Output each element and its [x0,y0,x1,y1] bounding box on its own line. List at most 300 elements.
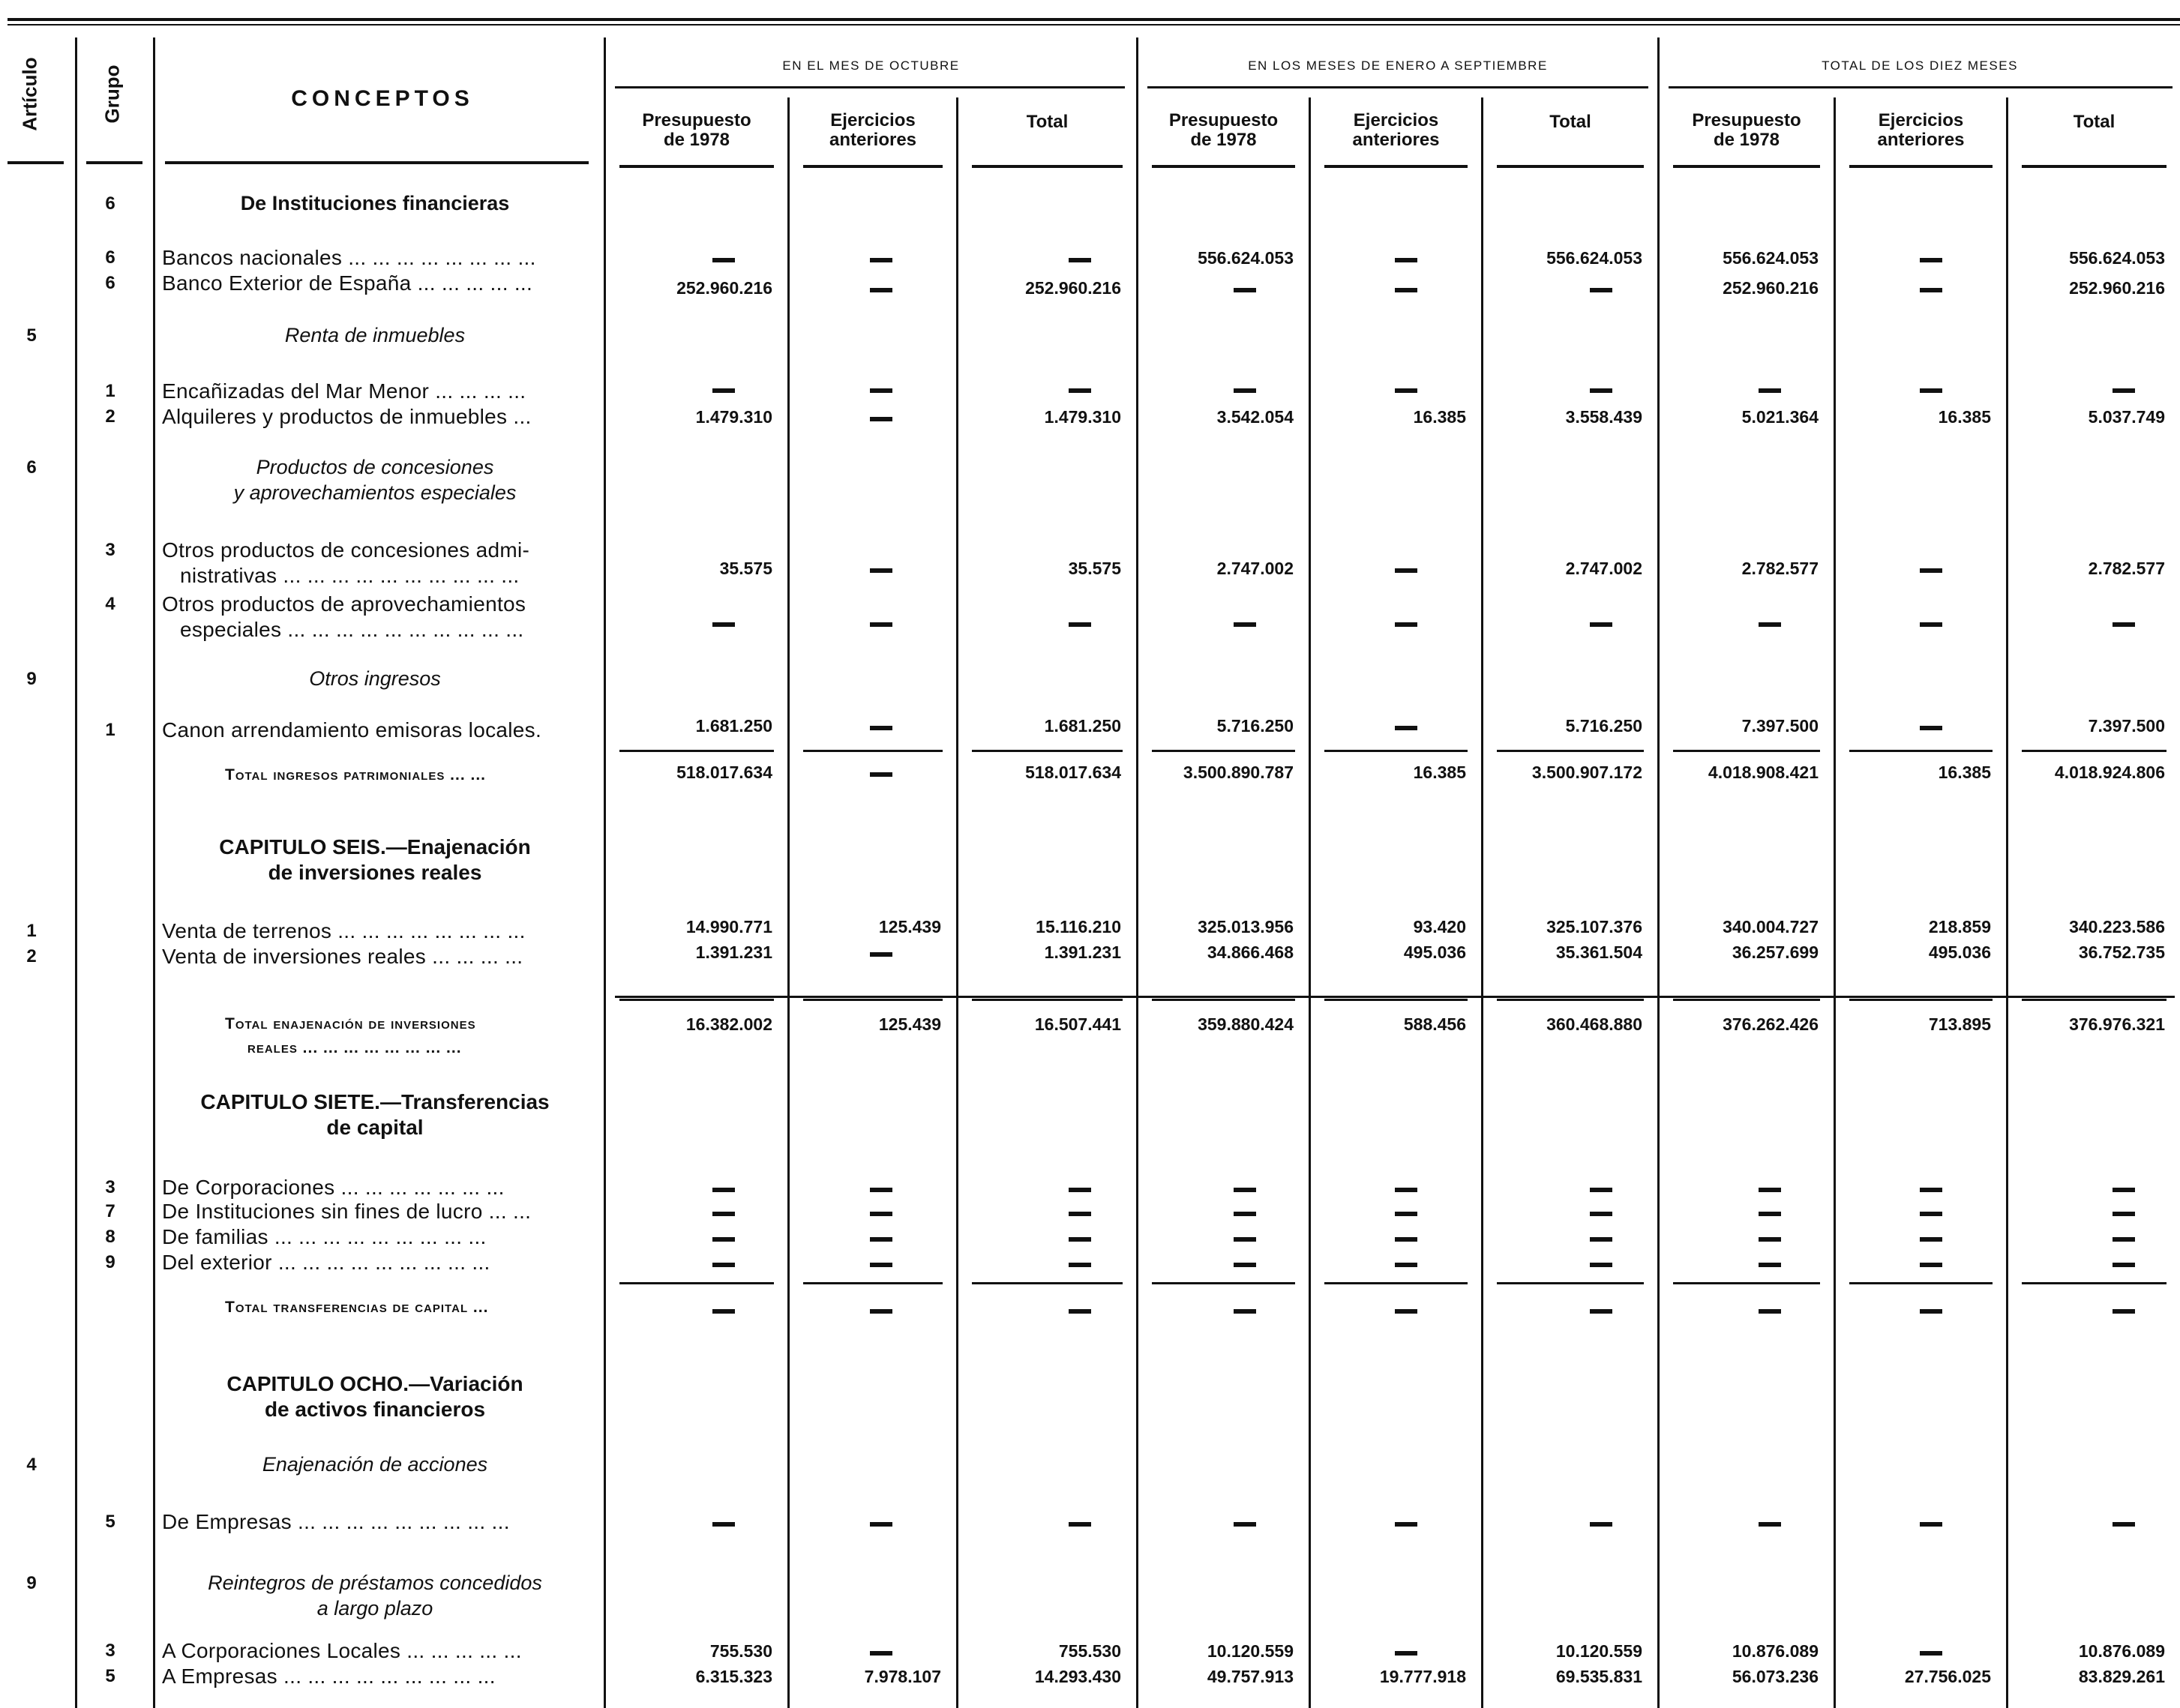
total-label: Total transferencias de capital ... [225,1299,489,1316]
column-header-line: Ejercicios [1353,110,1439,130]
concept-label: especiales ... ... ... ... ... ... ... ... ... ... [180,618,524,641]
cell-value: 10.876.089 [2078,1641,2165,1661]
group-header-enero-septiembre: EN LOS MESES DE ENERO A SEPTIEMBRE [1248,58,1548,73]
header-grupo: Grupo [100,64,124,124]
nil-dash [2113,622,2135,627]
column-header-total [958,112,1136,132]
cell-value: 376.976.321 [2069,1014,2165,1034]
cell-value: 36.752.735 [2078,942,2165,962]
column-header-ejercicios [1836,111,2006,150]
nil-dash [1069,258,1091,262]
cell-value: 495.036 [1403,942,1466,962]
cell-value: 755.530 [709,1641,772,1661]
section-heading: Renta de inmuebles [284,324,466,346]
column-header-ejercicios [1311,111,1481,150]
cell-value: 56.073.236 [1732,1667,1819,1686]
cell-value: 556.624.053 [2069,248,2165,268]
total-rule [619,999,774,1001]
nil-dash [712,388,735,393]
nil-dash [1759,1237,1781,1242]
column-header-underline [619,165,774,168]
section-heading: Otros ingresos [309,667,441,690]
cell-value: 5.716.250 [1565,716,1642,736]
nil-dash [1395,258,1417,262]
cell-value: 35.361.504 [1555,942,1642,962]
column-header-underline [1849,165,1993,168]
cell-value: 7.397.500 [2088,716,2165,736]
cell-value: 10.120.559 [1555,1641,1642,1661]
articulo-number: 5 [26,325,37,346]
cell-value: 325.107.376 [1546,917,1642,936]
total-rule [1849,750,1993,752]
nil-dash [1234,1212,1256,1216]
cell-value: 340.223.586 [2069,917,2165,936]
nil-dash [1234,1188,1256,1192]
articulo-number: 1 [26,921,37,941]
cell-value: 252.960.216 [2069,278,2165,298]
total-label: Total ingresos patrimoniales ... ... [225,766,487,784]
col-rule [2006,97,2008,1708]
grupo-number: 3 [105,1641,115,1661]
column-header-line: Presupuesto [1692,110,1801,130]
nil-dash [2113,1212,2135,1216]
cell-value: 359.880.424 [1198,1014,1294,1034]
nil-dash [2113,1237,2135,1242]
concept-label: De Instituciones sin fines de lucro ... ... [162,1200,532,1223]
cell-value: 1.479.310 [1044,407,1121,427]
grupo-number: 7 [105,1201,115,1221]
nil-dash [1590,388,1612,393]
group-header-diez-meses: TOTAL DE LOS DIEZ MESES [1822,58,2018,73]
concept-label: A Corporaciones Locales ... ... ... ... ... [162,1639,522,1662]
column-header-line: Ejercicios [1878,110,1964,130]
nil-dash [1590,622,1612,627]
cell-value: 2.747.002 [1216,559,1294,578]
section-heading: Enajenación de acciones [262,1453,488,1476]
total-rule [1673,750,1820,752]
column-header-line: de 1978 [663,130,730,150]
total-rule [1152,999,1295,1001]
cell-value: 69.535.831 [1555,1667,1642,1686]
cell-value: 125.439 [878,917,941,936]
col-rule-group [1136,37,1138,1708]
nil-dash [1234,1263,1256,1267]
total-rule [619,750,774,752]
total-rule [1849,999,1993,1001]
nil-dash [870,952,892,957]
cell-value: 35.575 [1068,559,1121,578]
cell-value: 2.782.577 [2088,559,2165,578]
concept-label: nistrativas ... ... ... ... ... ... ... ... ... ... [180,564,520,587]
column-header-presupuesto [1660,111,1834,150]
group-underline [1669,86,2173,88]
nil-dash [1920,288,1942,292]
total-label: Total enajenación de inversiones [225,1015,476,1032]
nil-dash [712,1188,735,1192]
nil-dash [1069,1263,1091,1267]
nil-dash [1920,258,1942,262]
cell-value: 556.624.053 [1723,248,1819,268]
cell-value: 588.456 [1403,1014,1466,1034]
nil-dash [870,258,892,262]
nil-dash [2113,1522,2135,1527]
cell-value: 16.385 [1938,763,1991,782]
cell-value: 1.479.310 [695,407,772,427]
column-header-presupuesto [606,111,787,150]
cell-value: 3.500.907.172 [1531,763,1642,782]
cell-value: 360.468.880 [1546,1014,1642,1034]
cell-value: 556.624.053 [1546,248,1642,268]
cell-value: 16.385 [1413,407,1466,427]
concept-label: De Corporaciones ... ... ... ... ... ... ... [162,1176,505,1199]
cell-value: 93.420 [1413,917,1466,936]
grupo-number: 4 [105,594,115,614]
grupo-number: 1 [105,720,115,740]
group-underline [615,86,1125,88]
nil-dash [870,1188,892,1192]
concept-label: Bancos nacionales ... ... ... ... ... ... ... ... [162,246,536,269]
nil-dash [870,726,892,730]
nil-dash [1234,388,1256,393]
cell-value: 19.777.918 [1379,1667,1466,1686]
nil-dash [1920,1237,1942,1242]
group-header-octubre: EN EL MES DE OCTUBRE [782,58,960,73]
total-rule [1324,999,1468,1001]
chapter-heading: de inversiones reales [268,861,482,884]
articulo-number: 2 [26,946,37,966]
grupo-number: 2 [105,406,115,427]
nil-dash [1759,1212,1781,1216]
col-rule [787,97,790,1708]
nil-dash [1590,1188,1612,1192]
nil-dash [870,1651,892,1656]
chapter-heading: CAPITULO SEIS.—Enajenación [219,835,531,858]
nil-dash [870,1237,892,1242]
nil-dash [870,288,892,292]
total-rule [1324,750,1468,752]
cell-value: 325.013.956 [1198,917,1294,936]
chapter-heading: CAPITULO OCHO.—Variación [226,1372,523,1395]
nil-dash [870,417,892,421]
nil-dash [1759,1263,1781,1267]
header-articulo: Artículo [18,57,41,131]
chapter-heading: CAPITULO SIETE.—Transferencias [200,1090,550,1113]
cell-value: 6.315.323 [695,1667,772,1686]
nil-dash [1234,288,1256,292]
nil-dash [2113,1188,2135,1192]
nil-dash [1920,1309,1942,1314]
nil-dash [1920,1212,1942,1216]
grupo-number: 9 [105,1252,115,1272]
nil-dash [1395,1522,1417,1527]
nil-dash [712,1212,735,1216]
nil-dash [1395,288,1417,292]
nil-dash [1395,622,1417,627]
concept-label: Otros productos de aprovechamientos [162,592,526,616]
cell-value: 218.859 [1928,917,1991,936]
grupo-number: 6 [105,193,115,214]
grupo-number: 3 [105,540,115,560]
nil-dash [1590,288,1612,292]
header-underline [86,161,142,164]
concept-label: Otros productos de concesiones admi- [162,538,530,562]
nil-dash [1920,622,1942,627]
concept-label: Venta de inversiones reales ... ... ... ... [162,945,523,968]
chapter-heading: de capital [326,1116,424,1139]
concept-label: Banco Exterior de España ... ... ... ... ... [162,271,533,295]
section-heading: a largo plazo [316,1597,433,1620]
total-rule [2022,999,2167,1001]
nil-dash [870,622,892,627]
cell-value: 10.120.559 [1207,1641,1294,1661]
cell-value: 16.382.002 [685,1014,772,1034]
nil-dash [2113,388,2135,393]
concept-label: Alquileres y productos de inmuebles ... [162,405,532,428]
nil-dash [1920,1651,1942,1656]
cell-value: 3.500.890.787 [1183,763,1294,782]
grupo-number: 1 [105,381,115,401]
col-rule-grupo [153,37,155,1708]
grupo-number: 8 [105,1227,115,1247]
nil-dash [870,1212,892,1216]
nil-dash [1395,726,1417,730]
nil-dash [1395,388,1417,393]
column-header-line: Total [2073,112,2116,132]
cell-value: 3.542.054 [1216,407,1294,427]
nil-dash [1590,1237,1612,1242]
top-rule [7,18,2180,21]
cell-value: 14.990.771 [685,917,772,936]
nil-dash [1069,1188,1091,1192]
cell-value: 10.876.089 [1732,1641,1819,1661]
total-rule [803,1282,943,1284]
total-rule [1673,999,1820,1001]
column-header-underline [1673,165,1820,168]
nil-dash [1395,1237,1417,1242]
cell-value: 755.530 [1058,1641,1121,1661]
cell-value: 4.018.924.806 [2054,763,2165,782]
total-rule [803,750,943,752]
cell-value: 16.385 [1938,407,1991,427]
cell-value: 5.021.364 [1741,407,1819,427]
column-header-total [1483,112,1657,132]
grupo-number: 3 [105,1177,115,1197]
nil-dash [1234,1309,1256,1314]
cell-value: 252.960.216 [676,278,772,298]
cell-value: 1.391.231 [695,942,772,962]
nil-dash [1759,1188,1781,1192]
cell-value: 49.757.913 [1207,1667,1294,1686]
column-header-presupuesto [1138,111,1309,150]
nil-dash [2113,1263,2135,1267]
column-header-underline [972,165,1123,168]
nil-dash [1590,1263,1612,1267]
column-header-line: Total [1549,112,1591,132]
column-header-line: anteriores [829,130,917,150]
total-rule [1497,750,1644,752]
nil-dash [1395,1263,1417,1267]
articulo-number: 9 [26,669,37,689]
nil-dash [1395,1188,1417,1192]
nil-dash [1395,1309,1417,1314]
nil-dash [1590,1522,1612,1527]
nil-dash [1069,1212,1091,1216]
cell-value: 7.978.107 [864,1667,941,1686]
cell-value: 252.960.216 [1025,278,1121,298]
nil-dash [1395,1651,1417,1656]
cell-value: 518.017.634 [1025,763,1121,782]
nil-dash [1069,1309,1091,1314]
cell-value: 14.293.430 [1034,1667,1121,1686]
total-rule [972,999,1123,1001]
cell-value: 5.037.749 [2088,407,2165,427]
column-header-underline [2022,165,2167,168]
nil-dash [1234,622,1256,627]
cell-value: 1.391.231 [1044,942,1121,962]
column-header-line: anteriores [1352,130,1440,150]
column-header-line: de 1978 [1190,130,1257,150]
cell-value: 16.385 [1413,763,1466,782]
cell-value: 4.018.908.421 [1708,763,1819,782]
cell-value: 83.829.261 [2078,1667,2165,1686]
col-rule [956,97,958,1708]
cell-value: 16.507.441 [1034,1014,1121,1034]
header-conceptos: CONCEPTOS [291,86,474,111]
nil-dash [1395,1212,1417,1216]
cell-value: 5.716.250 [1216,716,1294,736]
grupo-number: 6 [105,247,115,268]
cell-value: 376.262.426 [1723,1014,1819,1034]
cell-value: 340.004.727 [1723,917,1819,936]
cell-value: 36.257.699 [1732,942,1819,962]
total-rule [1324,1282,1468,1284]
total-rule [1849,1282,1993,1284]
cell-value: 518.017.634 [676,763,772,782]
column-header-line: Presupuesto [1168,110,1279,130]
header-underline [7,161,64,164]
articulo-number: 9 [26,1573,37,1593]
nil-dash [1069,388,1091,393]
group-underline [1147,86,1648,88]
cell-value: 713.895 [1928,1014,1991,1034]
total-rule [1152,1282,1295,1284]
nil-dash [712,258,735,262]
cell-value: 495.036 [1928,942,1991,962]
nil-dash [870,1522,892,1527]
col-rule [1309,97,1311,1708]
cell-value: 2.782.577 [1741,559,1819,578]
cell-value: 125.439 [878,1014,941,1034]
nil-dash [1069,1522,1091,1527]
nil-dash [712,1309,735,1314]
top-rule-thin [7,24,2180,25]
cell-value: 252.960.216 [1723,278,1819,298]
total-rule [1497,1282,1644,1284]
cell-value: 3.558.439 [1565,407,1642,427]
cell-value: 556.624.053 [1198,248,1294,268]
cell-value: 1.681.250 [695,716,772,736]
nil-dash [1234,1522,1256,1527]
nil-dash [712,1237,735,1242]
cell-value: 34.866.468 [1207,942,1294,962]
nil-dash [1395,568,1417,573]
nil-dash [1759,1522,1781,1527]
nil-dash [870,1309,892,1314]
nil-dash [870,388,892,393]
column-header-underline [803,165,943,168]
total-rule [2022,1282,2167,1284]
articulo-number: 6 [26,457,37,478]
column-header-line: anteriores [1877,130,1965,150]
total-rule [615,996,2175,998]
total-rule [1497,999,1644,1001]
column-header-underline [1324,165,1468,168]
total-label: reales ... ... ... ... ... ... ... ... [247,1039,462,1056]
total-rule [2022,750,2167,752]
cell-value: 15.116.210 [1036,917,1121,936]
column-header-total [2008,112,2180,132]
nil-dash [1069,622,1091,627]
concept-label: Venta de terrenos ... ... ... ... ... ... ... ... [162,919,526,942]
column-header-line: Total [1026,112,1069,132]
col-rule [1481,97,1483,1708]
nil-dash [712,622,735,627]
nil-dash [1920,1188,1942,1192]
column-header-underline [1152,165,1295,168]
nil-dash [1920,568,1942,573]
total-rule [803,999,943,1001]
concept-label: Encañizadas del Mar Menor ... ... ... ... [162,379,526,403]
header-underline [165,161,589,164]
concept-label: De Empresas ... ... ... ... ... ... ... ... ... [162,1510,510,1533]
column-header-line: Ejercicios [830,110,916,130]
cell-value: 7.397.500 [1741,716,1819,736]
nil-dash [1920,1263,1942,1267]
total-rule [972,1282,1123,1284]
concept-label: De familias ... ... ... ... ... ... ... ... ... [162,1225,487,1248]
grupo-number: 5 [105,1512,115,1532]
cell-value: 2.747.002 [1565,559,1642,578]
section-heading: y aprovechamientos especiales [233,481,517,504]
total-rule [1152,750,1295,752]
nil-dash [1069,1237,1091,1242]
nil-dash [712,1263,735,1267]
nil-dash [870,568,892,573]
nil-dash [1590,1212,1612,1216]
section-heading: Reintegros de préstamos concedidos [208,1572,542,1594]
total-rule [1673,1282,1820,1284]
col-rule-articulo [75,37,77,1708]
nil-dash [1234,1237,1256,1242]
nil-dash [1920,1522,1942,1527]
concept-label: Canon arrendamiento emisoras locales. [162,718,542,742]
nil-dash [1759,1309,1781,1314]
nil-dash [870,772,892,777]
grupo-number: 5 [105,1666,115,1686]
total-rule [619,1282,774,1284]
column-header-line: Presupuesto [642,110,751,130]
section-heading: Productos de concesiones [256,456,494,478]
nil-dash [1590,1309,1612,1314]
column-header-underline [1497,165,1644,168]
section-heading: De Instituciones financieras [240,192,510,214]
nil-dash [870,1263,892,1267]
nil-dash [2113,1309,2135,1314]
concept-label: A Empresas ... ... ... ... ... ... ... ... ... [162,1665,496,1688]
cell-value: 35.575 [719,559,772,578]
concept-label: Del exterior ... ... ... ... ... ... ... ... ... [162,1251,490,1274]
column-header-ejercicios [790,111,956,150]
